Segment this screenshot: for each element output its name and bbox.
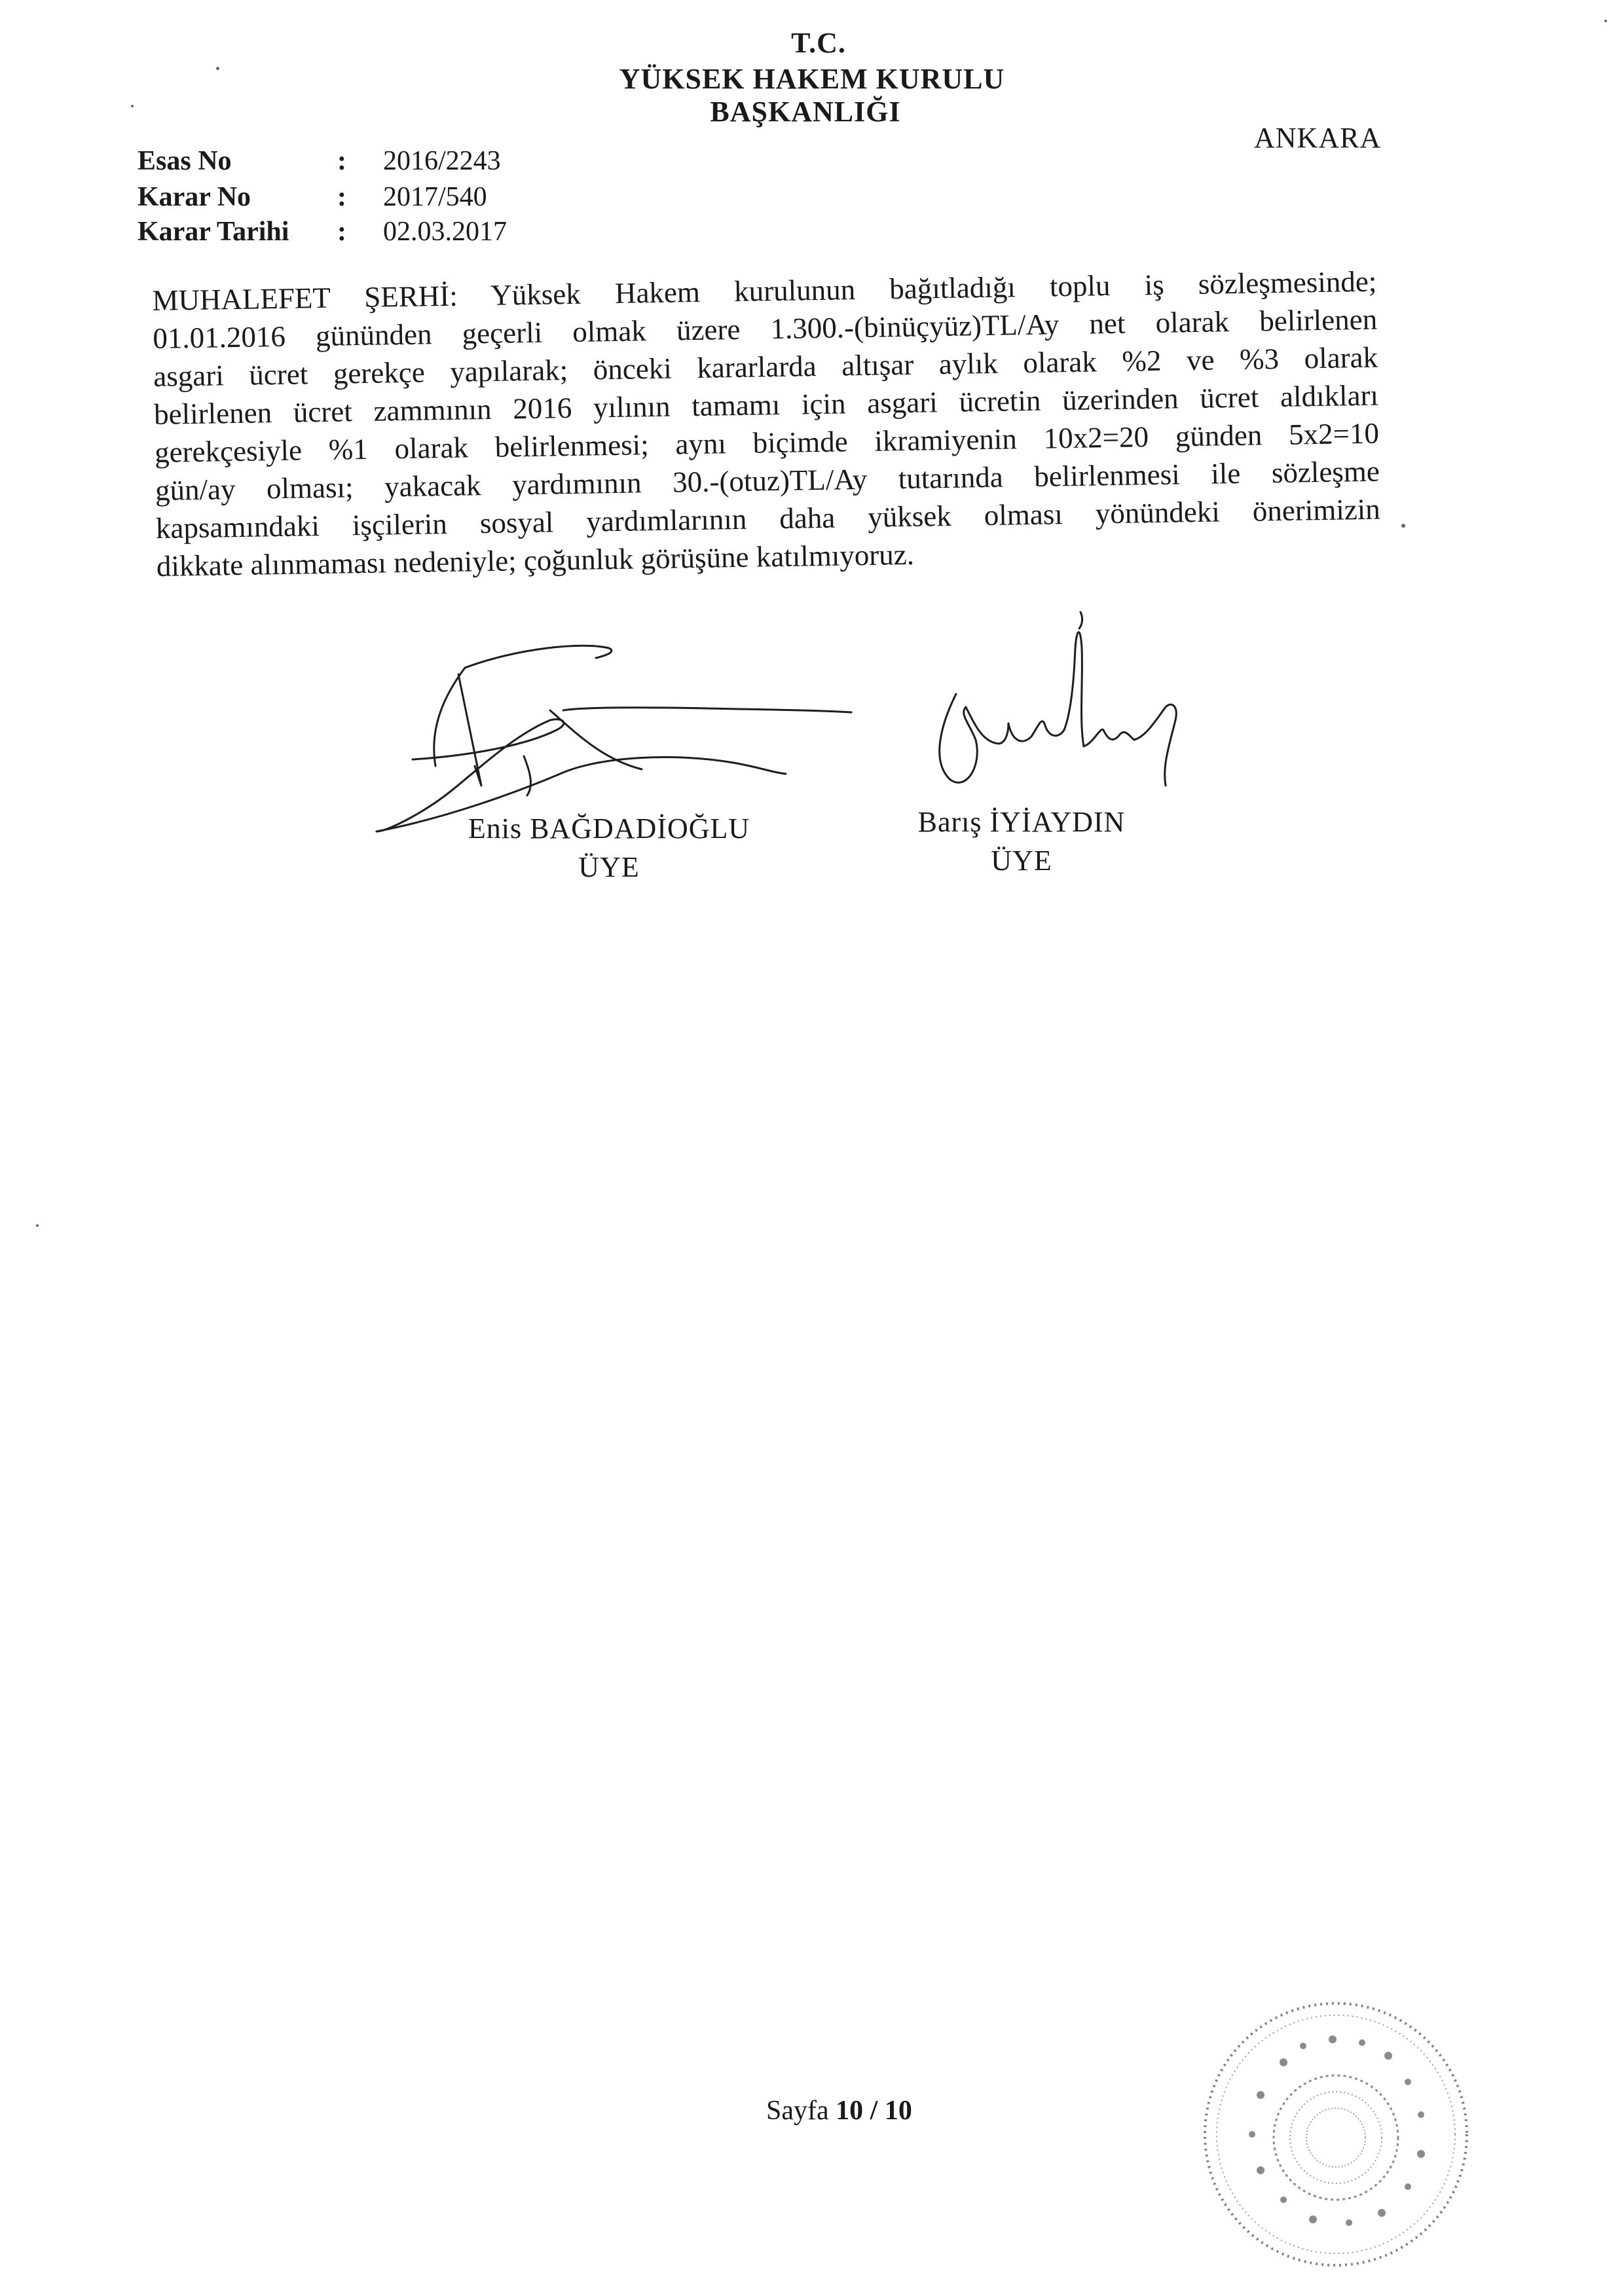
signatory-2 bbox=[871, 805, 1172, 877]
scan-speck bbox=[1401, 524, 1405, 528]
paragraph-line: gerekçesiyle %1 olarak belirlenmesi; aynı biçimde ikramiyenin 10x2=20 günden 5x2=10 bbox=[154, 416, 1380, 469]
paragraph-line: kapsamındaki işçilerin sosyal yardımlarının daha yüksek olması yönündeki önerimizin bbox=[155, 492, 1381, 545]
signatory-1 bbox=[426, 812, 792, 884]
page-number bbox=[766, 2095, 912, 2126]
tarih-value: 02.03.2017 bbox=[383, 217, 507, 247]
paragraph-line: dikkate alınmaması nedeniyle; çoğunluk görüşüne katılmıyoruz. bbox=[156, 538, 915, 583]
tarih-label: Karar Tarihi bbox=[138, 217, 289, 247]
signatory-role: ÜYE bbox=[578, 851, 640, 883]
karar-separator: : bbox=[337, 182, 346, 212]
paragraph-line: MUHALEFET ŞERHİ: Yüksek Hakem kurulunun bağıtladığı toplu iş sözleşmesinde; bbox=[152, 264, 1377, 317]
paragraph-line: asgari ücret gerekçe yapılarak; önceki kararlarda altışar aylık olarak %2 ve %3 olarak bbox=[153, 340, 1378, 393]
paragraph-line: 01.01.2016 gününden geçerli olmak üzere 1.300.-(binüçyüz)TL/Ay net olarak belirlenen bbox=[152, 302, 1378, 355]
paragraph-line: belirlenen ücret zammının 2016 yılının tamamı için asgari ücretin üzerinden ücret aldıkları bbox=[153, 378, 1379, 431]
header-country: T.C. bbox=[791, 27, 846, 59]
paragraph-line: gün/ay olması; yakacak yardımının 30.-(otuz)TL/Ay tutarında belirlenmesi ile sözleşme bbox=[155, 454, 1380, 507]
page-current: 10 bbox=[836, 2096, 864, 2126]
page-separator: / bbox=[870, 2096, 878, 2126]
page-label: Sayfa bbox=[766, 2096, 829, 2126]
signatory-name: Enis BAĞDADİOĞLU bbox=[468, 812, 750, 845]
esas-label: Esas No bbox=[138, 146, 232, 176]
scan-speck bbox=[131, 105, 134, 107]
header-organization: YÜKSEK HAKEM KURULU bbox=[619, 63, 1005, 95]
karar-value: 2017/540 bbox=[383, 182, 487, 212]
city-label: ANKARA bbox=[1254, 122, 1382, 154]
karar-label: Karar No bbox=[138, 182, 251, 212]
official-seal bbox=[1192, 1990, 1480, 2278]
signature-baris bbox=[904, 609, 1218, 805]
dissent-paragraph bbox=[152, 263, 1381, 585]
scan-speck bbox=[36, 1224, 39, 1227]
signatory-role: ÜYE bbox=[991, 845, 1052, 877]
signatory-name: Barış İYİAYDIN bbox=[917, 806, 1126, 838]
esas-value: 2016/2243 bbox=[383, 146, 501, 176]
scan-speck bbox=[216, 67, 219, 70]
header-department: BAŞKANLIĞI bbox=[710, 96, 901, 128]
esas-separator: : bbox=[337, 146, 346, 176]
tarih-separator: : bbox=[337, 217, 346, 247]
scan-speck bbox=[1604, 20, 1607, 22]
page-total: 10 bbox=[884, 2096, 912, 2126]
